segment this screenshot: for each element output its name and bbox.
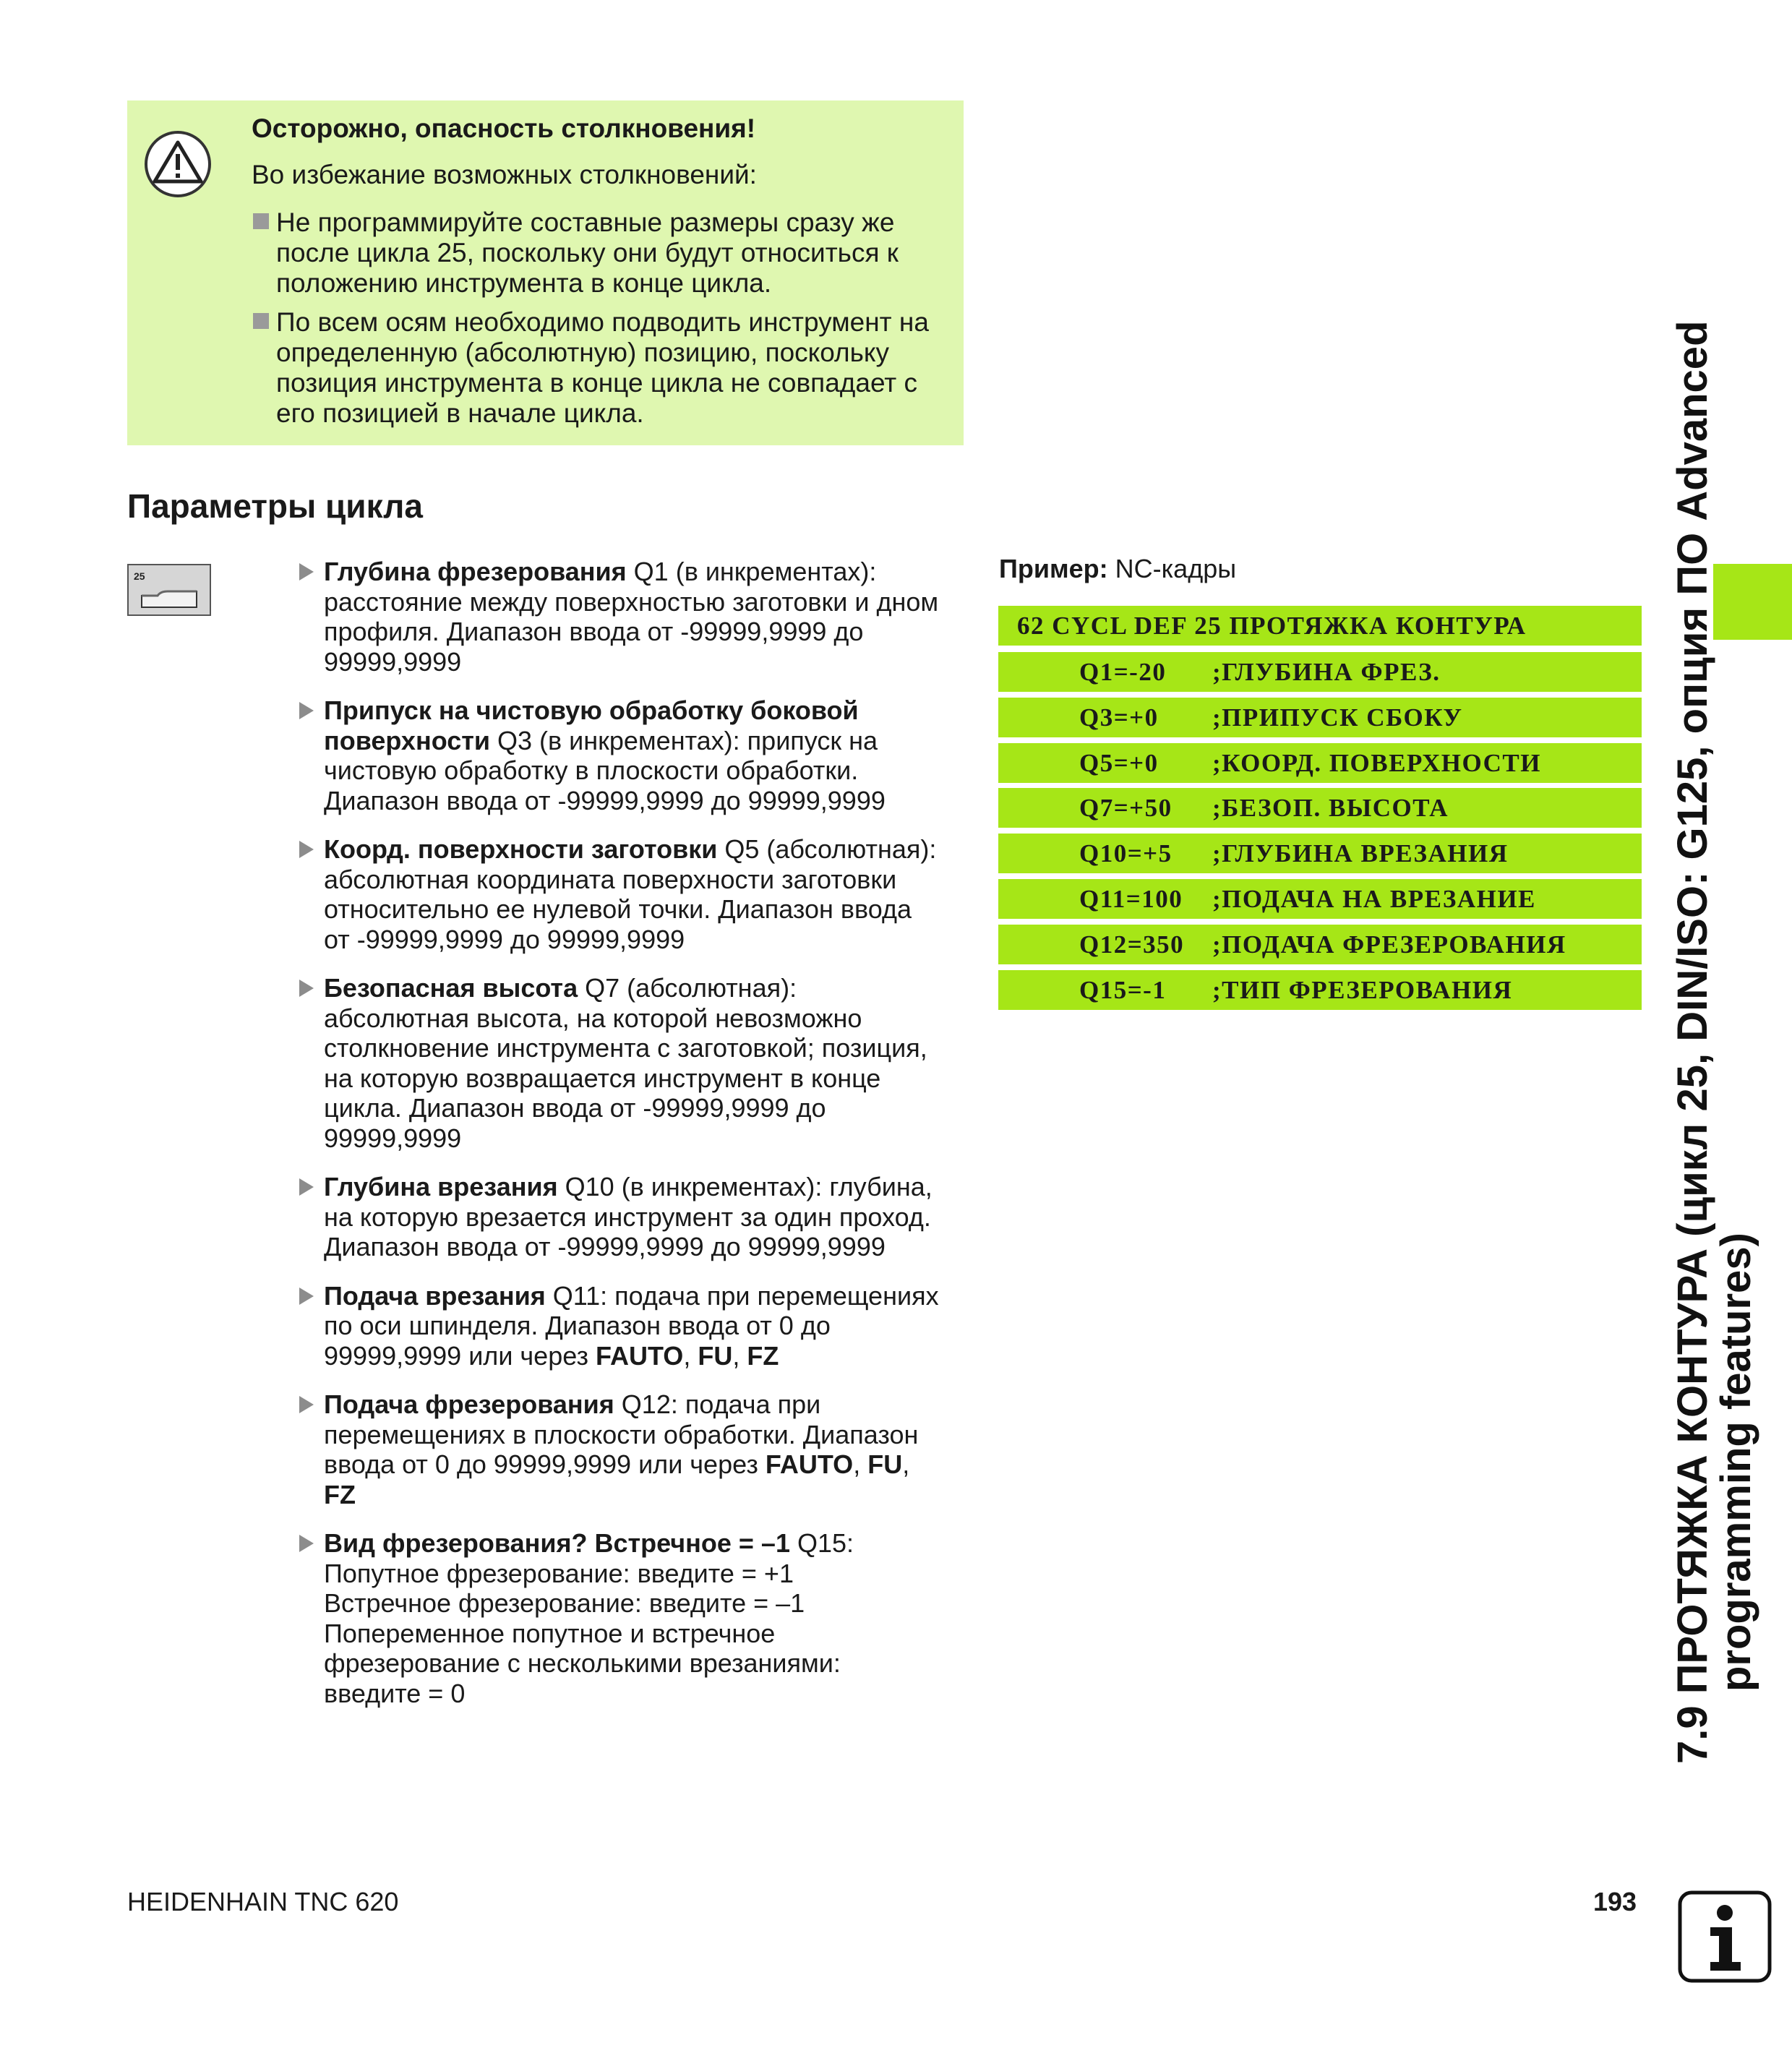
param-q5: Коорд. поверхности заготовки Q5 (абсолютная): абсолютная координата поверхности заготовки относительно ее нулевой точки. Диапазон ввода от -99999,9999 до 99999,9999	[298, 834, 970, 954]
nc-block-row: Q10=+5 ;ГЛУБИНА ВРЕЗАНИЯ	[998, 834, 1642, 873]
warning-list	[252, 207, 946, 429]
nc-block-row: Q3=+0 ;ПРИПУСК СБОКУ	[998, 698, 1642, 737]
cycle-25-icon	[127, 564, 211, 616]
nc-block-row: Q12=350 ;ПОДАЧА ФРЕЗЕРОВАНИЯ	[998, 925, 1642, 964]
param-q7: Безопасная высота Q7 (абсолютная): абсолютная высота, на которой невозможно столкновение инструмента с заготовкой; позиция, на которую возвращается инструмент в конце цикла. Диапазон ввода от -99999,9999 до 99999,9999	[298, 973, 970, 1153]
bullet-square-icon	[253, 213, 269, 229]
footer-product: HEIDENHAIN TNC 620	[127, 1887, 399, 1916]
cycle-icon-label: 25	[134, 570, 145, 582]
bullet-triangle-icon	[299, 702, 314, 719]
bullet-triangle-icon	[299, 563, 314, 580]
param-q11: Подача врезания Q11: подача при перемещениях по оси шпинделя. Диапазон ввода от 0 до 99999,9999 или через FAUTO, FU, FZ	[298, 1281, 970, 1371]
info-icon	[1677, 1890, 1772, 1984]
nc-block-header: 62 CYCL DEF 25 ПРОТЯЖКА КОНТУРА	[998, 606, 1642, 646]
param-q3: Припуск на чистовую обработку боковой поверхности Q3 (в инкрементах): припуск на чистовую обработку в плоскости обработки. Диапазон ввода от -99999,9999 до 99999,9999	[298, 695, 970, 815]
warning-intro: Во избежание возможных столкновений:	[252, 160, 757, 189]
warning-item: Не программируйте составные размеры сразу же после цикла 25, поскольку они будут относиться к положению инструмента в конце цикла.	[252, 207, 946, 299]
warning-item: По всем осям необходимо подводить инструмент на определенную (абсолютную) позицию, поскольку позиция инструмента в конце цикла не совпадает с его позицией в начале цикла.	[252, 307, 946, 429]
collision-warning-box	[127, 100, 964, 445]
param-q1: Глубина фрезерования Q1 (в инкрементах): расстояние между поверхностью заготовки и дном профиля. Диапазон ввода от -99999,9999 до 99999,9999	[298, 557, 970, 677]
page-number: 193	[1593, 1887, 1637, 1916]
chapter-side-title: 7.9 ПРОТЯЖКА КОНТУРА (цикл 25, DIN/ISO: G125, опция ПО Advanced programming features)	[1669, 320, 1759, 1764]
bullet-square-icon	[253, 313, 269, 329]
nc-block-row: Q7=+50 ;БЕЗОП. ВЫСОТА	[998, 788, 1642, 828]
section-title: Параметры цикла	[127, 487, 423, 525]
example-label: Пример: NC-кадры	[999, 554, 1237, 583]
warning-title: Осторожно, опасность столкновения!	[252, 113, 756, 143]
bullet-triangle-icon	[299, 980, 314, 997]
param-q15: Вид фрезерования? Встречное = –1 Q15: Попутное фрезерование: введите = +1 Встречное фрезерование: введите = –1 Попеременное попутное и встречное фрезерование с несколькими врезаниями: введите = 0	[298, 1528, 970, 1708]
bullet-triangle-icon	[299, 1535, 314, 1552]
warning-triangle-icon	[143, 129, 213, 199]
bullet-triangle-icon	[299, 1396, 314, 1413]
nc-block-row: Q1=-20 ;ГЛУБИНА ФРЕЗ.	[998, 652, 1642, 692]
nc-block-row: Q15=-1 ;ТИП ФРЕЗЕРОВАНИЯ	[998, 970, 1642, 1010]
nc-block-row: Q5=+0 ;КООРД. ПОВЕРХНОСТИ	[998, 743, 1642, 783]
param-q12: Подача фрезерования Q12: подача при перемещениях в плоскости обработки. Диапазон ввода от 0 до 99999,9999 или через FAUTO, FU, FZ	[298, 1389, 970, 1509]
bullet-triangle-icon	[299, 841, 314, 858]
bullet-triangle-icon	[299, 1288, 314, 1305]
param-q10: Глубина врезания Q10 (в инкрементах): глубина, на которую врезается инструмент за один проход. Диапазон ввода от -99999,9999 до 99999,9999	[298, 1172, 970, 1262]
bullet-triangle-icon	[299, 1178, 314, 1196]
nc-block-row: Q11=100 ;ПОДАЧА НА ВРЕЗАНИЕ	[998, 879, 1642, 919]
parameter-list	[298, 557, 970, 1727]
